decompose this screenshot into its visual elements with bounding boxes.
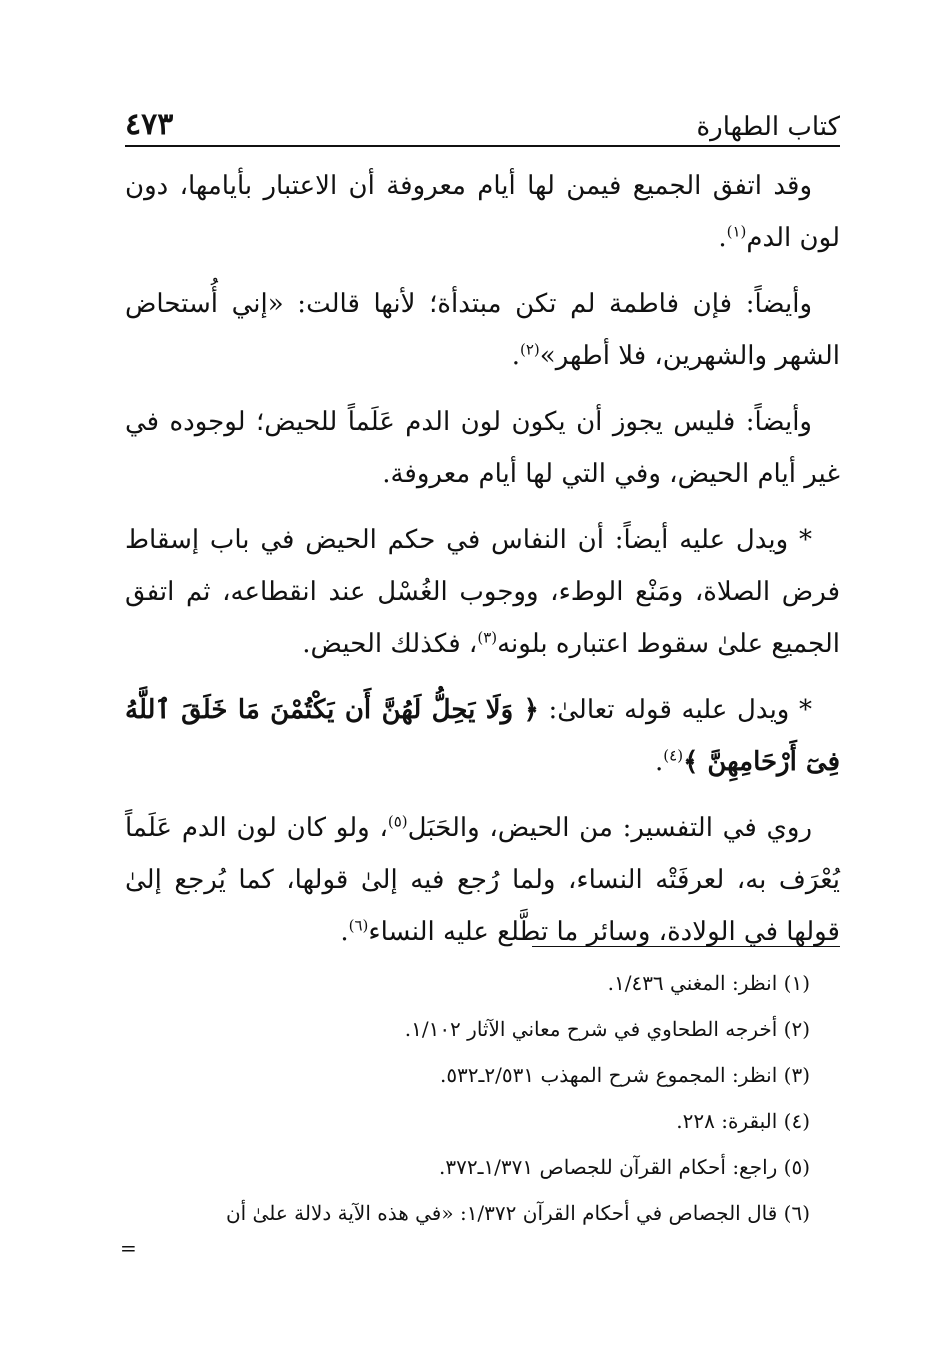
footnote: (٤) البقرة: ٢٢٨. — [676, 1109, 810, 1133]
footnote: (٢) أخرجه الطحاوي في شرح معاني الآثار ١/١٠٢. — [404, 1017, 810, 1041]
footnotes — [120, 960, 810, 1236]
quran-verse: ﴿ وَلَا يَحِلُّ لَهُنَّ أَن يَكْتُمْنَ مَا خَلَقَ ٱللَّهُ فِىٓ أَرْحَامِهِنَّ ﴾ — [125, 695, 840, 777]
footnote-ref: (٦) — [348, 916, 369, 935]
page-header — [125, 92, 840, 142]
paragraph: * ويدل عليه أيضاً: أن النفاس في حكم الحيض في باب إسقاط فرض الصلاة، ومَنْع الوطء، ووجوب الغُسْل عند انقطاعه، ثم اتفق الجميع علىٰ سقوط اعتباره بلونه$^{(٣)}$، فكذلك الحيض. — [125, 525, 840, 659]
footnote-ref: (١) — [726, 222, 747, 241]
main-text — [125, 160, 840, 972]
footnote: (٦) قال الجصاص في أحكام القرآن ١/٣٧٢: «في هذه الآية دلالة علىٰ أن — [225, 1201, 810, 1225]
paragraph: روي في التفسير: من الحيض، والحَبَل$^{(٥)}$، ولو كان لون الدم عَلَماً يُعْرَف به، لعرفَتْه النساء، ولما رُجع فيه إلىٰ قولها، كما يُرجع إلىٰ قولها في الولادة، وسائر ما تطَّلع عليه النساء$^{(٦)}$. — [125, 812, 840, 947]
continuation-mark: = — [120, 1236, 137, 1260]
footnote: (٣) انظر: المجموع شرح المهذب ٢/٥٣١ـ٥٣٢. — [439, 1063, 810, 1087]
footnote-ref: (٣) — [477, 628, 498, 647]
footnote: (٥) راجع: أحكام القرآن للجصاص ١/٣٧١ـ٣٧٢. — [438, 1155, 810, 1179]
footnote-ref: (٢) — [520, 340, 540, 359]
header-rule — [125, 145, 840, 147]
paragraph: وأيضاً: فليس يجوز أن يكون لون الدم عَلَماً للحيض؛ لوجوده في غير أيام الحيض، وفي التي لها أيام معروفة. — [125, 407, 840, 489]
footnote: (١) انظر: المغني ١/٤٣٦. — [607, 971, 810, 995]
paragraph: * ويدل عليه قوله تعالىٰ: ﴿ وَلَا يَحِلُّ لَهُنَّ أَن يَكْتُمْنَ مَا خَلَقَ ٱللَّهُ فِىٓ أَرْحَامِهِنَّ ﴾$^{(٤)}$. — [125, 695, 840, 777]
paragraph: وأيضاً: فإن فاطمة لم تكن مبتدأة؛ لأنها قالت: «إني أُستحاض الشهر والشهرين، فلا أطهر»$^{(٢)}$. — [125, 289, 840, 371]
footnote-ref: (٤) — [663, 746, 684, 765]
footnote-ref: (٥) — [387, 812, 408, 831]
book-title: كتاب الطهارة — [696, 112, 840, 142]
footnote-separator — [532, 946, 840, 947]
paragraph: وقد اتفق الجميع فيمن لها أيام معروفة أن الاعتبار بأيامها، دون لون الدم$^{(١)}$. — [125, 171, 840, 253]
page-number: ٤٧٣ — [125, 107, 174, 142]
